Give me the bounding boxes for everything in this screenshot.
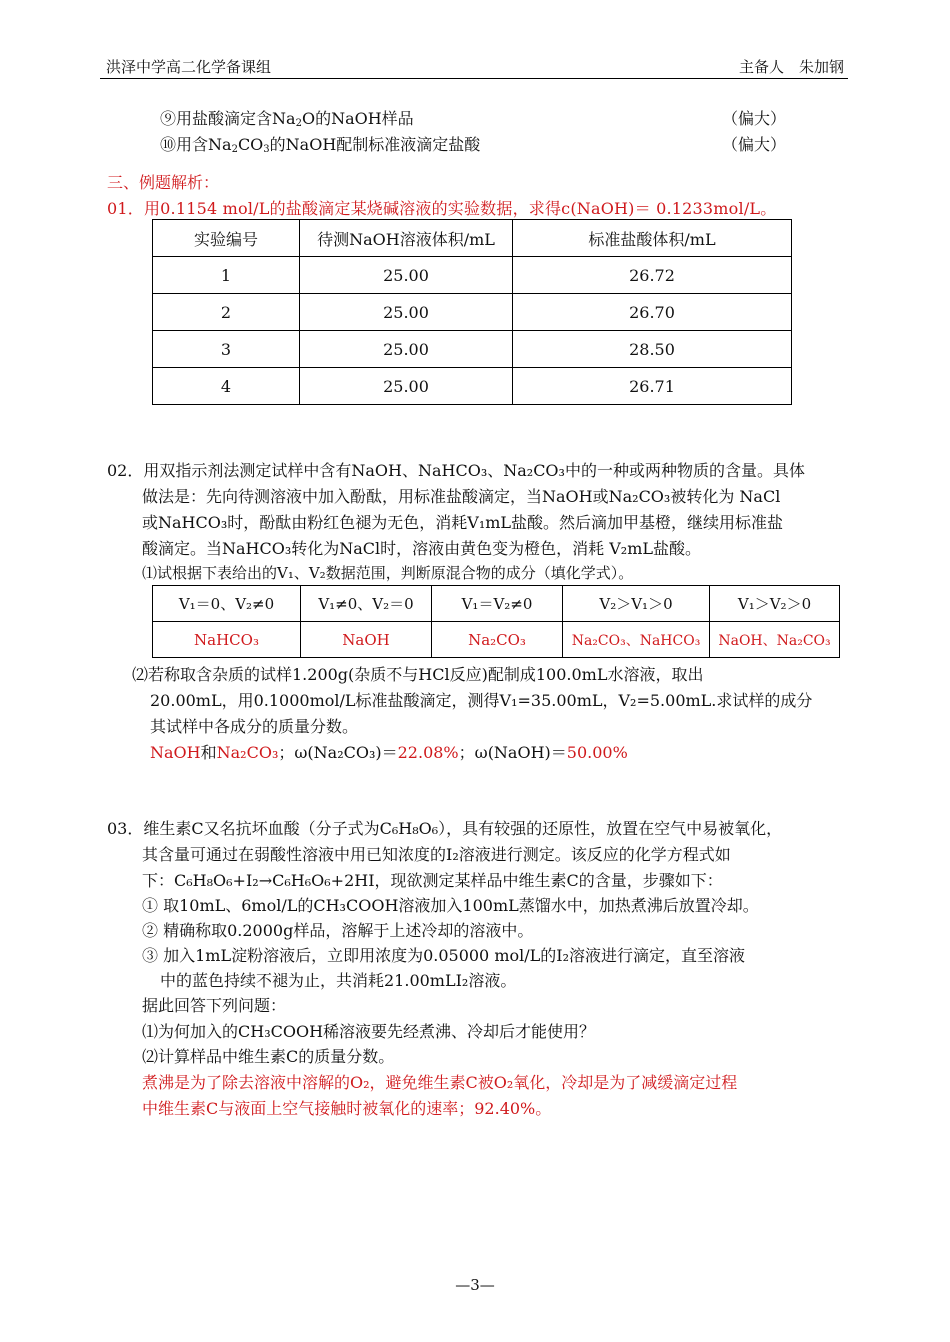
q2-table bbox=[152, 585, 840, 658]
table-row bbox=[153, 368, 792, 405]
table-cell: 25.00 bbox=[300, 368, 513, 405]
table-header: V₁＞V₂＞0 bbox=[710, 586, 840, 622]
table-cell: Na₂CO₃ bbox=[432, 622, 563, 658]
section-title: 三、例题解析： bbox=[107, 173, 220, 192]
q2-part2-line-1: ⑵若称取含杂质的试样1.200g(杂质不与HCl反应)配制成100.0mL水溶液，取出 bbox=[132, 665, 704, 684]
table-cell: 4 bbox=[153, 368, 300, 405]
header-left: 洪泽中学高二化学备课组 bbox=[106, 58, 272, 76]
q3-question-1: ⑴为何加入的CH₃COOH稀溶液要先经煮沸、冷却后才能使用？ bbox=[142, 1022, 596, 1041]
q3-line-3: 下：C₆H₈O₆+I₂→C₆H₆O₆+2HI，现欲测定某样品中维生素C的含量，步骤如下： bbox=[142, 871, 723, 890]
q2-line-2: 做法是：先向待测溶液中加入酚酞，用标准盐酸滴定，当NaOH或Na₂CO₃被转化为 NaCl bbox=[142, 487, 781, 506]
table-cell: 25.00 bbox=[300, 331, 513, 368]
page-header bbox=[100, 56, 848, 79]
q3-prompt: 据此回答下列问题： bbox=[142, 996, 287, 1015]
table-header: V₁＝0、V₂≠0 bbox=[153, 586, 301, 622]
table-header: 实验编号 bbox=[153, 220, 300, 257]
table-cell: 25.00 bbox=[300, 294, 513, 331]
q1-table bbox=[152, 219, 792, 405]
table-cell: 26.71 bbox=[513, 368, 792, 405]
q3-line-2: 其含量可通过在弱酸性溶液中用已知浓度的I₂溶液进行测定。该反应的化学方程式如 bbox=[142, 845, 731, 864]
table-cell: 26.72 bbox=[513, 257, 792, 294]
page-number: —3— bbox=[455, 1276, 495, 1294]
table-row bbox=[153, 622, 840, 658]
table-header: 标准盐酸体积/mL bbox=[513, 220, 792, 257]
q2-line-3: 或NaHCO₃时，酚酞由粉红色褪为无色，消耗V₁mL盐酸。然后滴加甲基橙，继续用标准盐 bbox=[142, 513, 784, 532]
q2-part2-line-2: 20.00mL，用0.1000mol/L标准盐酸滴定，测得V₁=35.00mL，V₂=5.00mL.求试样的成分 bbox=[150, 691, 813, 710]
q2-line-5: ⑴试根据下表给出的V₁、V₂数据范围，判断原混合物的成分（填化学式）。 bbox=[142, 564, 634, 582]
q1-title: 01．用0.1154 mol/L的盐酸滴定某烧碱溶液的实验数据，求得c(NaOH)＝ 0.1233mol/L。 bbox=[107, 199, 777, 218]
q3-step-2: ② 精确称取0.2000g样品，溶解于上述冷却的溶液中。 bbox=[142, 921, 534, 940]
item-9: ⑨用盐酸滴定含$Na_2O$的NaOH样品 bbox=[160, 109, 414, 129]
table-cell: 25.00 bbox=[300, 257, 513, 294]
q3-step-3-cont: 中的蓝色持续不褪为止，共消耗21.00mLI₂溶液。 bbox=[160, 971, 517, 990]
q3-answer-2: 中维生素C与液面上空气接触时被氧化的速率；92.40%。 bbox=[142, 1099, 552, 1118]
q3-answer-1: 煮沸是为了除去溶液中溶解的O₂，避免维生素C被O₂氧化，冷却是为了减缓滴定过程 bbox=[142, 1073, 738, 1092]
table-row bbox=[153, 294, 792, 331]
table-cell: Na₂CO₃、NaHCO₃ bbox=[563, 622, 710, 658]
q2-part2-line-3: 其试样中各成分的质量分数。 bbox=[150, 717, 359, 736]
table-cell: 28.50 bbox=[513, 331, 792, 368]
header-right: 主备人 朱加钢 bbox=[738, 58, 844, 76]
item-10-tag: （偏大） bbox=[722, 135, 787, 154]
table-cell: NaHCO₃ bbox=[153, 622, 301, 658]
item-10: ⑩用含$Na_2CO_3$的NaOH配制标准液滴定盐酸 bbox=[160, 135, 481, 155]
table-row bbox=[153, 331, 792, 368]
q2-line-4: 酸滴定。当NaHCO₃转化为NaCl时，溶液由黄色变为橙色，消耗 V₂mL盐酸。 bbox=[142, 539, 702, 558]
table-header-row bbox=[153, 586, 840, 622]
table-cell: 26.70 bbox=[513, 294, 792, 331]
table-header: 待测NaOH溶液体积/mL bbox=[300, 220, 513, 257]
q3-line-1: 03．维生素C又名抗坏血酸（分子式为C₆H₈O₆），具有较强的还原性，放置在空气中易被氧化， bbox=[107, 819, 783, 838]
table-header: V₁＝V₂≠0 bbox=[432, 586, 563, 622]
table-cell: NaOH bbox=[301, 622, 432, 658]
table-cell: 1 bbox=[153, 257, 300, 294]
q3-step-3: ③ 加入1mL淀粉溶液后，立即用浓度为0.05000 mol/L的I₂溶液进行滴定，直至溶液 bbox=[142, 946, 745, 965]
q3-question-2: ⑵计算样品中维生素C的质量分数。 bbox=[142, 1047, 395, 1066]
table-header: V₁≠0、V₂＝0 bbox=[301, 586, 432, 622]
q2-answer: NaOH和Na₂CO₃；ω(Na₂CO₃)＝22.08%；ω(NaOH)＝50.00% bbox=[150, 743, 628, 762]
table-cell: NaOH、Na₂CO₃ bbox=[710, 622, 840, 658]
table-cell: 3 bbox=[153, 331, 300, 368]
q2-line-1: 02．用双指示剂法测定试样中含有NaOH、NaHCO₃、Na₂CO₃中的一种或两种物质的含量。具体 bbox=[107, 461, 805, 480]
table-header-row bbox=[153, 220, 792, 257]
table-row bbox=[153, 257, 792, 294]
table-header: V₂＞V₁＞0 bbox=[563, 586, 710, 622]
item-9-tag: （偏大） bbox=[722, 109, 787, 128]
q3-step-1: ① 取10mL、6mol/L的CH₃COOH溶液加入100mL蒸馏水中，加热煮沸后放置冷却。 bbox=[142, 896, 759, 915]
table-cell: 2 bbox=[153, 294, 300, 331]
